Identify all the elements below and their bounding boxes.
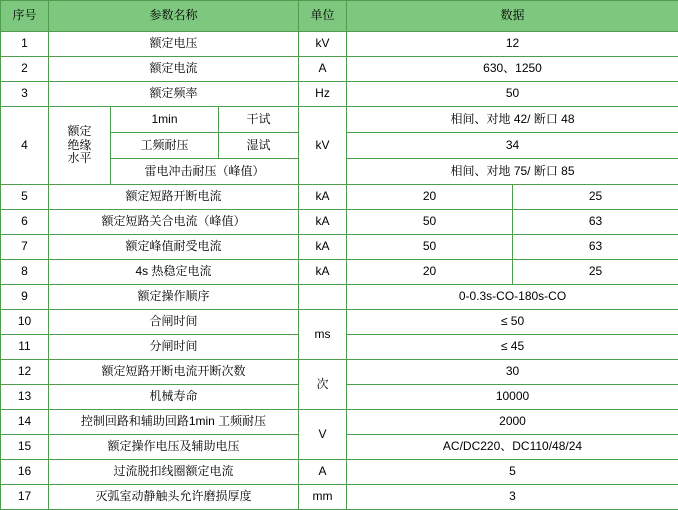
row-data: 50: [347, 82, 678, 107]
row-name: 额定操作电压及辅助电压: [49, 435, 299, 460]
row-unit: kV: [299, 32, 347, 57]
table-row: [1, 360, 678, 385]
row-no: 2: [1, 57, 49, 82]
row-no: 13: [1, 385, 49, 410]
row-no: 14: [1, 410, 49, 435]
row-unit: kA: [299, 260, 347, 285]
row-name: 控制回路和辅助回路1min 工频耐压: [49, 410, 299, 435]
row-no: 9: [1, 285, 49, 310]
row-unit: Hz: [299, 82, 347, 107]
row-no: 4: [1, 107, 49, 185]
row-unit: V: [299, 410, 347, 460]
table-row: [1, 82, 678, 107]
row-unit: [299, 285, 347, 310]
insulation-row2-mid: 工频耐压: [111, 133, 219, 159]
row-name: 灭弧室动静触头允许磨损厚度: [49, 485, 299, 510]
table-row: [1, 185, 678, 210]
insulation-group-label: [49, 107, 111, 185]
insulation-row3-data: 相间、对地 75/ 断口 85: [347, 159, 678, 185]
row-no: 15: [1, 435, 49, 460]
row-data-left: 20: [347, 185, 513, 210]
header-name: 参数名称: [49, 1, 299, 32]
row-data: 0-0.3s-CO-180s-CO: [347, 285, 678, 310]
row-no: 11: [1, 335, 49, 360]
row-no: 6: [1, 210, 49, 235]
header-data: 数据: [347, 1, 678, 32]
row-unit: 次: [299, 360, 347, 410]
header-no: 序号: [1, 1, 49, 32]
row-data: ≤ 45: [347, 335, 678, 360]
row-data: 10000: [347, 385, 678, 410]
row-data: 5: [347, 460, 678, 485]
table-row: [1, 410, 678, 435]
row-no: 8: [1, 260, 49, 285]
row-data-right: 25: [513, 185, 678, 210]
row-name: 额定峰值耐受电流: [49, 235, 299, 260]
row-unit: kA: [299, 210, 347, 235]
table-row: [1, 57, 678, 82]
row-no: 10: [1, 310, 49, 335]
row-data: 630、1250: [347, 57, 678, 82]
row-no: 5: [1, 185, 49, 210]
row-name: 额定操作顺序: [49, 285, 299, 310]
row-data: AC/DC220、DC110/48/24: [347, 435, 678, 460]
row-data-left: 50: [347, 210, 513, 235]
row-unit: A: [299, 460, 347, 485]
table-row: [1, 485, 678, 510]
row-name: 过流脱扣线圈额定电流: [49, 460, 299, 485]
row-data-left: 20: [347, 260, 513, 285]
insulation-label-line2: 绝缘: [51, 139, 108, 153]
table-header-row: [1, 1, 678, 32]
row-data: 12: [347, 32, 678, 57]
row-data: 30: [347, 360, 678, 385]
row-name: 额定频率: [49, 82, 299, 107]
insulation-row1-data: 相间、对地 42/ 断口 48: [347, 107, 678, 133]
header-unit: 单位: [299, 1, 347, 32]
table-row: [1, 285, 678, 310]
table-row: [1, 310, 678, 335]
row-no: 16: [1, 460, 49, 485]
insulation-row2-data: 34: [347, 133, 678, 159]
row-unit: kA: [299, 235, 347, 260]
row-name: 额定短路开断电流: [49, 185, 299, 210]
row-data-right: 25: [513, 260, 678, 285]
row-name: 4s 热稳定电流: [49, 260, 299, 285]
row-name: 合闸时间: [49, 310, 299, 335]
row-unit: mm: [299, 485, 347, 510]
table-row-insulation-1: [1, 107, 678, 133]
table-row: [1, 235, 678, 260]
row-data-right: 63: [513, 210, 678, 235]
insulation-label-line3: 水平: [51, 152, 108, 166]
row-data-left: 50: [347, 235, 513, 260]
table-row: [1, 210, 678, 235]
row-no: 1: [1, 32, 49, 57]
row-name: 额定电压: [49, 32, 299, 57]
row-name: 额定短路开断电流开断次数: [49, 360, 299, 385]
table-row: [1, 260, 678, 285]
row-unit: A: [299, 57, 347, 82]
row-name: 分闸时间: [49, 335, 299, 360]
table-row: [1, 460, 678, 485]
insulation-row1-mid: 1min: [111, 107, 219, 133]
row-name: 额定电流: [49, 57, 299, 82]
row-no: 12: [1, 360, 49, 385]
row-no: 3: [1, 82, 49, 107]
row-data: 2000: [347, 410, 678, 435]
row-data-right: 63: [513, 235, 678, 260]
row-no: 7: [1, 235, 49, 260]
table-row: [1, 32, 678, 57]
row-data: 3: [347, 485, 678, 510]
insulation-label-line1: 额定: [51, 125, 108, 139]
row-data: ≤ 50: [347, 310, 678, 335]
insulation-row2-sub: 湿试: [219, 133, 299, 159]
insulation-row3-mid: 雷电冲击耐压（峰值）: [111, 159, 299, 185]
insulation-row1-sub: 干试: [219, 107, 299, 133]
insulation-unit: kV: [299, 107, 347, 185]
row-name: 额定短路关合电流（峰值）: [49, 210, 299, 235]
row-unit: ms: [299, 310, 347, 360]
row-no: 17: [1, 485, 49, 510]
row-unit: kA: [299, 185, 347, 210]
row-name: 机械寿命: [49, 385, 299, 410]
